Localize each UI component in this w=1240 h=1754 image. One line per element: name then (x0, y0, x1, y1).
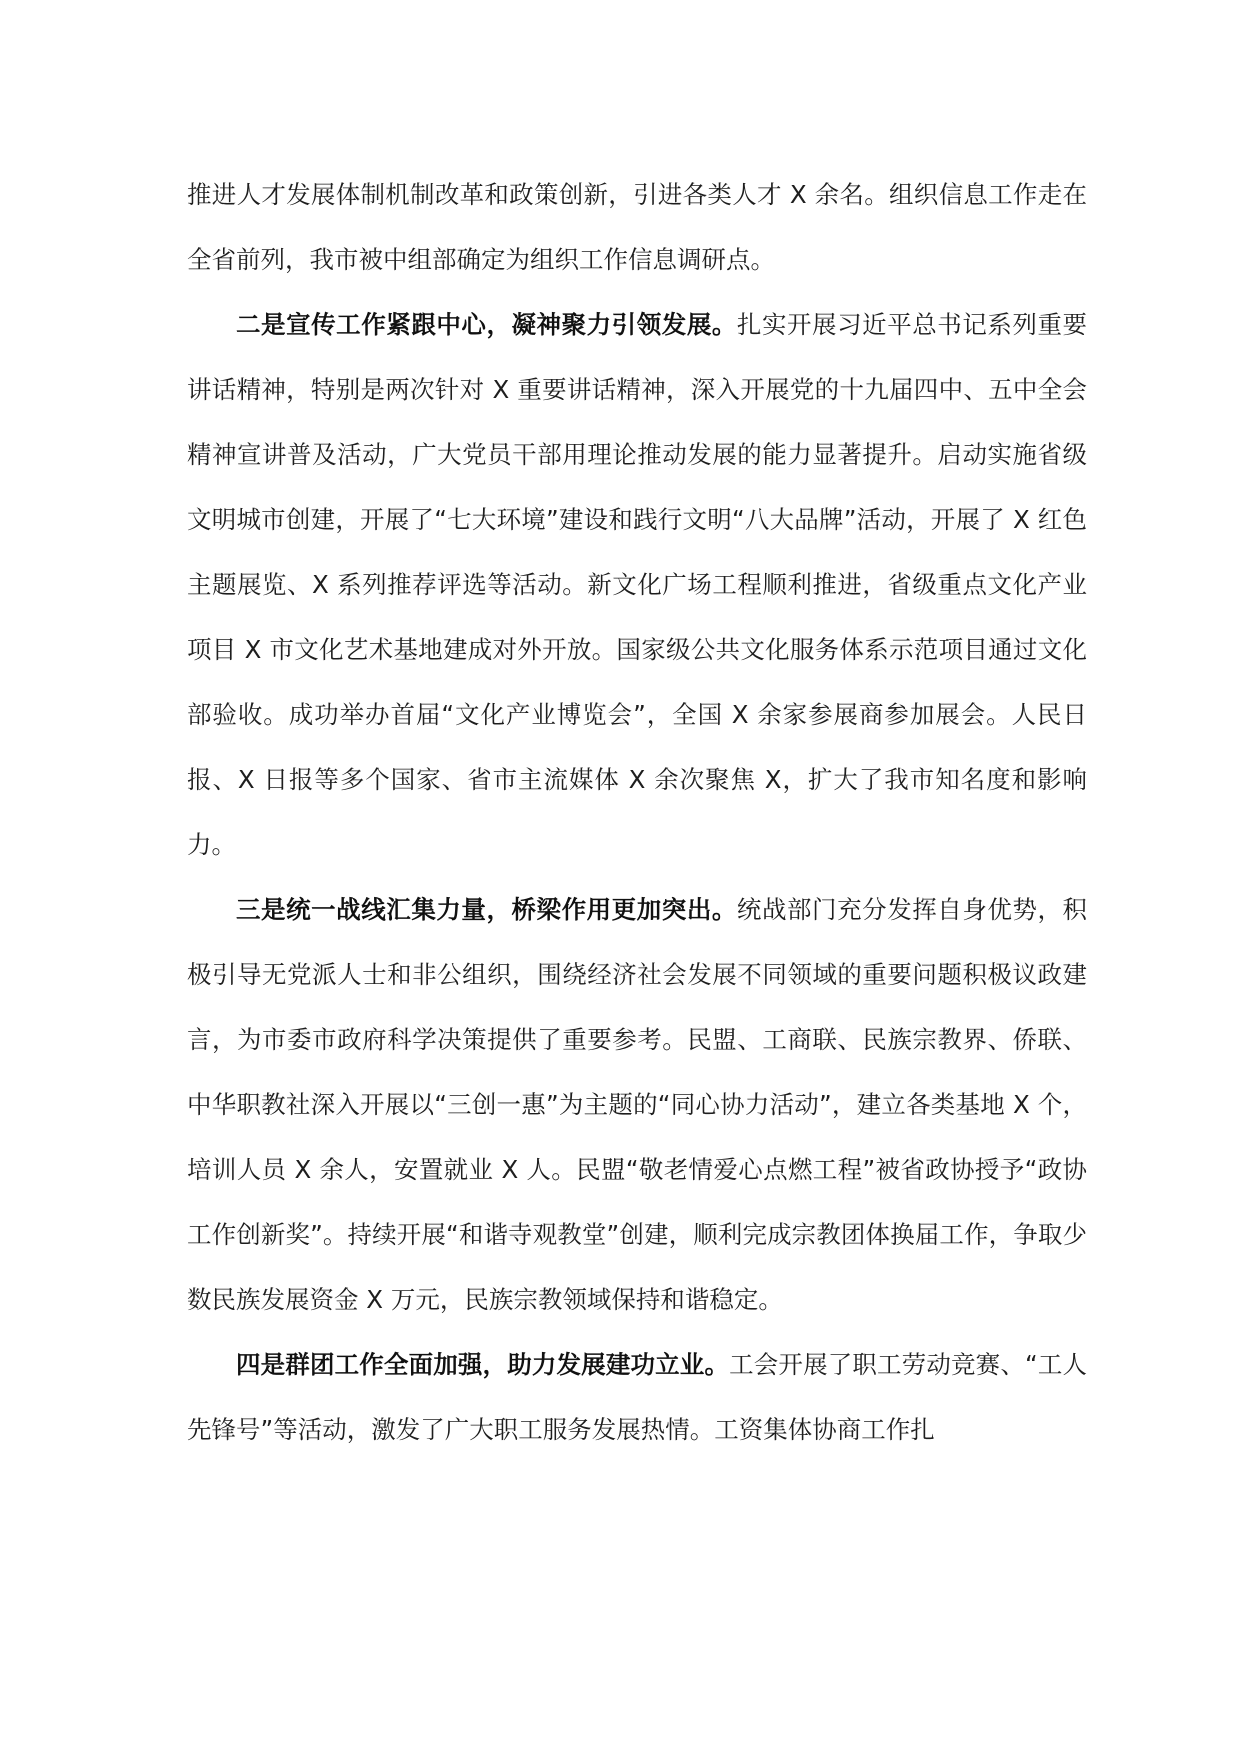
paragraph-heading: 三是统一战线汇集力量，桥梁作用更加突出。 (236, 895, 737, 924)
paragraph-text: 统战部门充分发挥自身优势，积极引导无党派人士和非公组织，围绕经济社会发展不同领域的重要问题积极议政建言，为市委市政府科学决策提供了重要参考。民盟、工商联、民族宗教界、侨联、中华职教社深入开展以“三创一惠”为主题的“同心协力活动”，建立各类基地 X 个，培训人员 X 余人，安置就业 X 人。民盟“敬老情爱心点燃工程”被省政协授予“政协工作创新奖”。持续开展“和谐寺观教堂”创建，顺利完成宗教团体换届工作，争取少数民族发展资金 X 万元，民族宗教领域保持和谐稳定。 (187, 895, 1088, 1314)
paragraph-text: 扎实开展习近平总书记系列重要讲话精神，特别是两次针对 X 重要讲话精神，深入开展党的十九届四中、五中全会精神宣讲普及活动，广大党员干部用理论推动发展的能力显著提升。启动实施省级文明城市创建，开展了“七大环境”建设和践行文明“八大品牌”活动，开展了 X 红色主题展览、X 系列推荐评选等活动。新文化广场工程顺利推进，省级重点文化产业项目 X 市文化艺术基地建成对外开放。国家级公共文化服务体系示范项目通过文化部验收。成功举办首届“文化产业博览会”，全国 X 余家参展商参加展会。人民日报、X 日报等多个国家、省市主流媒体 X 余次聚焦 X，扩大了我市知名度和影响力。 (187, 310, 1088, 859)
paragraph-heading: 二是宣传工作紧跟中心，凝神聚力引领发展。 (236, 310, 737, 339)
paragraph-heading: 四是群团工作全面加强，助力发展建功立业。 (236, 1350, 730, 1379)
paragraph-text: 工会开展了职工劳动竞赛、“工人先锋号”等活动，激发了广大职工服务发展热情。工资集体协商工作扎 (187, 1350, 1087, 1444)
paragraph-united-front (187, 877, 1087, 1332)
paragraph-mass-organizations (187, 1332, 1087, 1462)
paragraph-continuation (187, 162, 1087, 292)
paragraph-propaganda (187, 292, 1087, 877)
paragraph-text: 推进人才发展体制机制改革和政策创新，引进各类人才 X 余名。组织信息工作走在全省前列，我市被中组部确定为组织工作信息调研点。 (187, 180, 1087, 274)
document-body (187, 162, 1087, 1462)
